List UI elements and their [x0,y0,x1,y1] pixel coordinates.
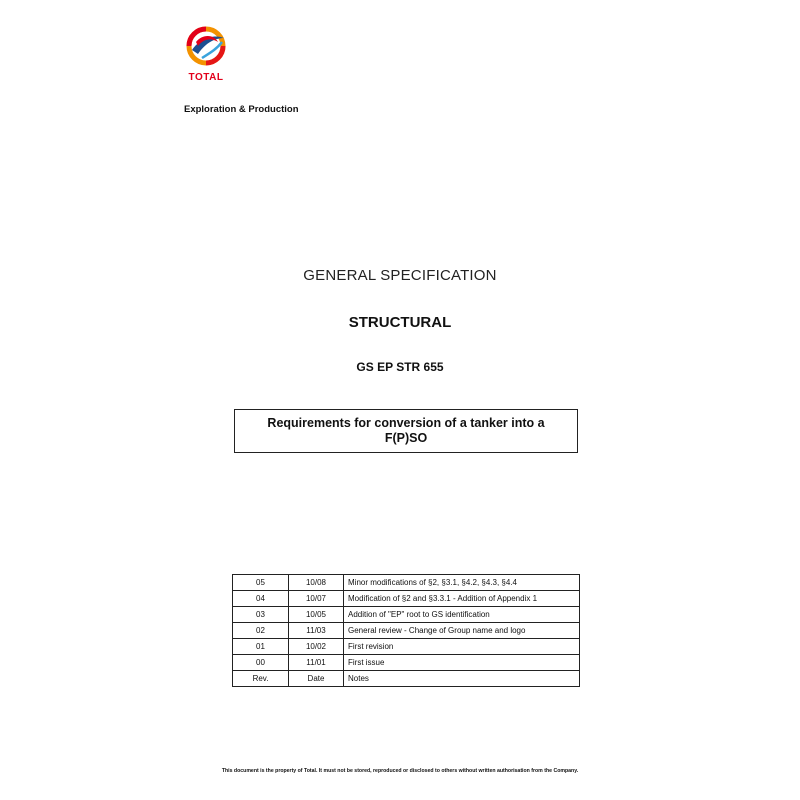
notes-cell: Modification of §2 and §3.3.1 - Addition of Appendix 1 [344,591,580,607]
logo-wordmark: TOTAL [188,72,224,83]
notes-cell: General review - Change of Group name and logo [344,623,580,639]
document-title-box [234,409,578,453]
date-cell: 11/01 [289,655,344,671]
date-cell: 10/02 [289,639,344,655]
notes-cell: First revision [344,639,580,655]
table-header-row [233,671,580,687]
notes-cell: First issue [344,655,580,671]
table-row [233,655,580,671]
table-row [233,623,580,639]
company-logo [180,24,232,88]
document-category: STRUCTURAL [348,314,452,331]
rev-cell: 04 [233,591,289,607]
rev-cell: 00 [233,655,289,671]
rev-cell: 02 [233,623,289,639]
total-logo-icon [180,24,232,72]
document-reference: GS EP STR 655 [356,360,444,374]
division-label: Exploration & Production [184,104,299,115]
notes-cell: Addition of "EP" root to GS identification [344,607,580,623]
notes-cell: Minor modifications of §2, §3.1, §4.2, §4.3, §4.4 [344,575,580,591]
table-row [233,607,580,623]
table-row [233,639,580,655]
rev-cell: 05 [233,575,289,591]
date-cell: 11/03 [289,623,344,639]
rev-cell: 01 [233,639,289,655]
document-title: Requirements for conversion of a tanker into a F(P)SO [267,416,545,445]
confidentiality-notice: This document is the property of Total. It must not be stored, reproduced or disclosed to others without written authorisation from the Company. [221,768,579,774]
rev-column-header: Rev. [233,671,289,687]
date-cell: 10/05 [289,607,344,623]
date-cell: 10/08 [289,575,344,591]
rev-cell: 03 [233,607,289,623]
date-column-header: Date [289,671,344,687]
notes-column-header: Notes [344,671,580,687]
table-row [233,575,580,591]
document-type: GENERAL SPECIFICATION [303,267,497,284]
table-row [233,591,580,607]
revision-table [232,574,580,687]
date-cell: 10/07 [289,591,344,607]
